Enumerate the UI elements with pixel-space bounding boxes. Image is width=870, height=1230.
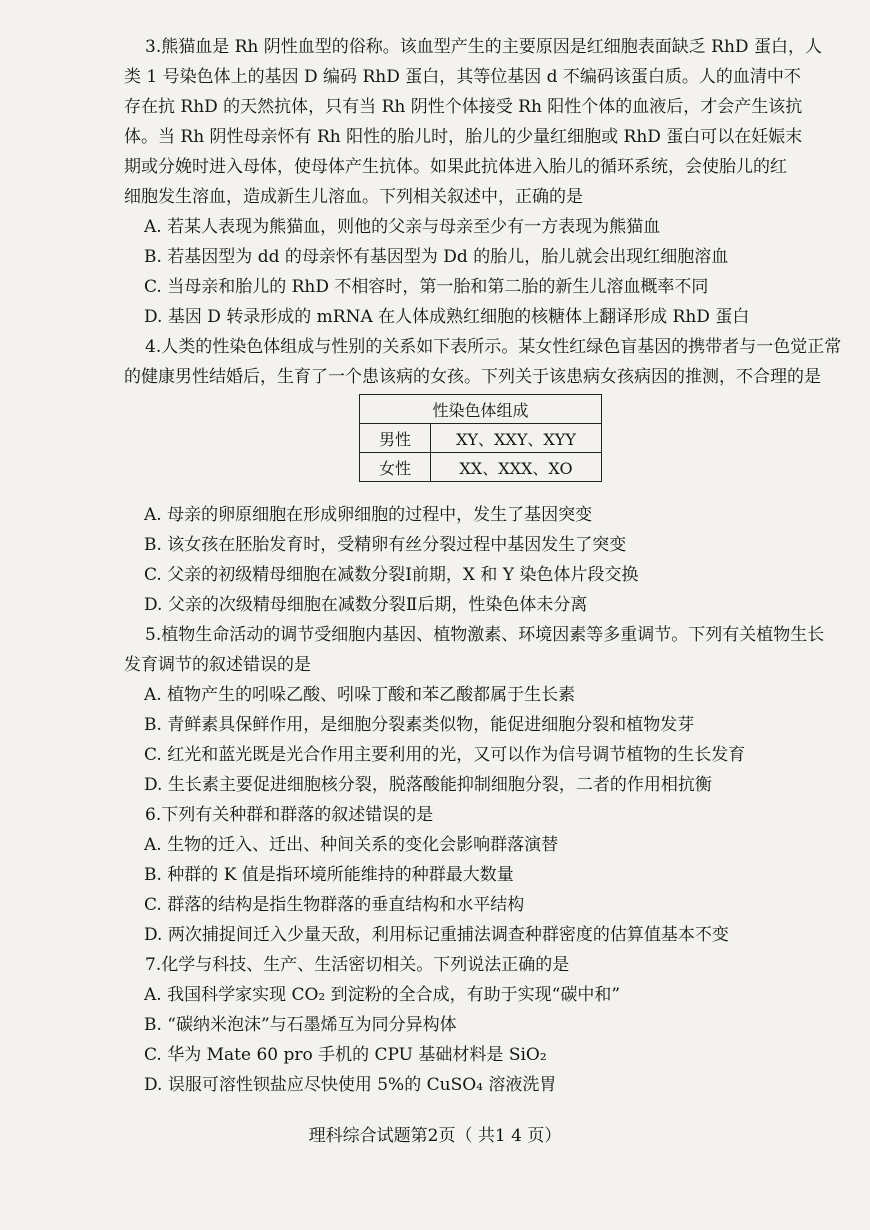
question-stem-line: 存在抗 RhD 的天然抗体，只有当 Rh 阴性个体接受 Rh 阳性个体的血液后，才会产生该抗 (124, 97, 803, 117)
question-stem-line: 发育调节的叙述错误的是 (124, 655, 311, 675)
question-stem-line: 体。当 Rh 阴性母亲怀有 Rh 阳性的胎儿时，胎儿的少量红细胞或 RhD 蛋白可以在妊娠末 (124, 127, 803, 147)
option-a: A. 若某人表现为熊猫血，则他的父亲与母亲至少有一方表现为熊猫血 (144, 217, 661, 237)
table-row (360, 424, 602, 453)
option-a: A. 我国科学家实现 CO₂ 到淀粉的全合成，有助于实现“碳中和” (144, 985, 621, 1005)
table-row (360, 453, 602, 482)
option-c: C. 群落的结构是指生物群落的垂直结构和水平结构 (144, 895, 525, 915)
option-b: B. 青鲜素具保鲜作用，是细胞分裂素类似物，能促进细胞分裂和植物发芽 (144, 715, 695, 735)
option-b: B. 若基因型为 dd 的母亲怀有基因型为 Dd 的胎儿，胎儿就会出现红细胞溶血 (144, 247, 729, 267)
table-cell-sex: 女性 (360, 453, 431, 482)
question-stem-line: 6.下列有关种群和群落的叙述错误的是 (145, 805, 434, 825)
option-d: D. 误服可溶性钡盐应尽快使用 5%的 CuSO₄ 溶液洗胃 (144, 1075, 557, 1095)
question-5 (0, 620, 870, 800)
sex-chromosome-table (359, 394, 602, 482)
option-b: B. 种群的 K 值是指环境所能维持的种群最大数量 (144, 865, 514, 885)
question-stem-line: 7.化学与科技、生产、生活密切相关。下列说法正确的是 (145, 955, 570, 975)
table-cell-chromosomes: XY、XXY、XYY (431, 424, 602, 453)
option-b: B. “碳纳米泡沫”与石墨烯互为同分异构体 (144, 1015, 457, 1035)
option-c: C. 红光和蓝光既是光合作用主要利用的光，又可以作为信号调节植物的生长发育 (144, 745, 746, 765)
option-d: D. 基因 D 转录形成的 mRNA 在人体成熟红细胞的核糖体上翻译形成 RhD 蛋白 (144, 307, 750, 327)
question-stem-line: 的健康男性结婚后，生育了一个患该病的女孩。下列关于该患病女孩病因的推测，不合理的是 (124, 367, 821, 387)
chromosome-table-wrapper (0, 392, 870, 500)
option-a: A. 生物的迁入、迁出、种间关系的变化会影响群落演替 (144, 835, 559, 855)
question-stem-line: 5.植物生命活动的调节受细胞内基因、植物激素、环境因素等多重调节。下列有关植物生长 (145, 625, 825, 645)
option-c: C. 华为 Mate 60 pro 手机的 CPU 基础材料是 SiO₂ (144, 1045, 547, 1065)
question-stem-line: 类 1 号染色体上的基因 D 编码 RhD 蛋白，其等位基因 d 不编码该蛋白质。人的血清中不 (124, 67, 801, 87)
question-stem-line: 4.人类的性染色体组成与性别的关系如下表所示。某女性红绿色盲基因的携带者与一色觉正常 (145, 337, 842, 357)
page-footer: 理科综合试题第2页（ 共1 4 页） (308, 1126, 562, 1146)
option-d: D. 生长素主要促进细胞核分裂，脱落酸能抑制细胞分裂，二者的作用相抗衡 (144, 775, 712, 795)
question-stem-line: 细胞发生溶血，造成新生儿溶血。下列相关叙述中，正确的是 (124, 187, 583, 207)
option-c: C. 当母亲和胎儿的 RhD 不相容时，第一胎和第二胎的新生儿溶血概率不同 (144, 277, 709, 297)
question-3 (0, 32, 870, 332)
option-c: C. 父亲的初级精母细胞在减数分裂Ⅰ前期，X 和 Y 染色体片段交换 (144, 565, 639, 585)
option-b: B. 该女孩在胚胎发育时，受精卵有丝分裂过程中基因发生了突变 (144, 535, 627, 555)
table-header-row (360, 395, 602, 424)
table-cell-sex: 男性 (360, 424, 431, 453)
question-6 (0, 800, 870, 950)
question-7 (0, 950, 870, 1100)
question-stem-line: 3.熊猫血是 Rh 阴性血型的俗称。该血型产生的主要原因是红细胞表面缺乏 RhD 蛋白，人 (145, 37, 822, 57)
option-d: D. 父亲的次级精母细胞在减数分裂Ⅱ后期，性染色体未分离 (144, 595, 588, 615)
table-cell-chromosomes: XX、XXX、XO (431, 453, 602, 482)
page-content (0, 32, 870, 1100)
question-4 (0, 332, 870, 620)
table-header: 性染色体组成 (360, 395, 602, 424)
option-a: A. 母亲的卵原细胞在形成卵细胞的过程中，发生了基因突变 (144, 505, 593, 525)
question-stem-line: 期或分娩时进入母体，使母体产生抗体。如果此抗体进入胎儿的循环系统，会使胎儿的红 (124, 157, 787, 177)
option-d: D. 两次捕捉间迁入少量天敌，利用标记重捕法调查种群密度的估算值基本不变 (144, 925, 729, 945)
option-a: A. 植物产生的吲哚乙酸、吲哚丁酸和苯乙酸都属于生长素 (144, 685, 576, 705)
